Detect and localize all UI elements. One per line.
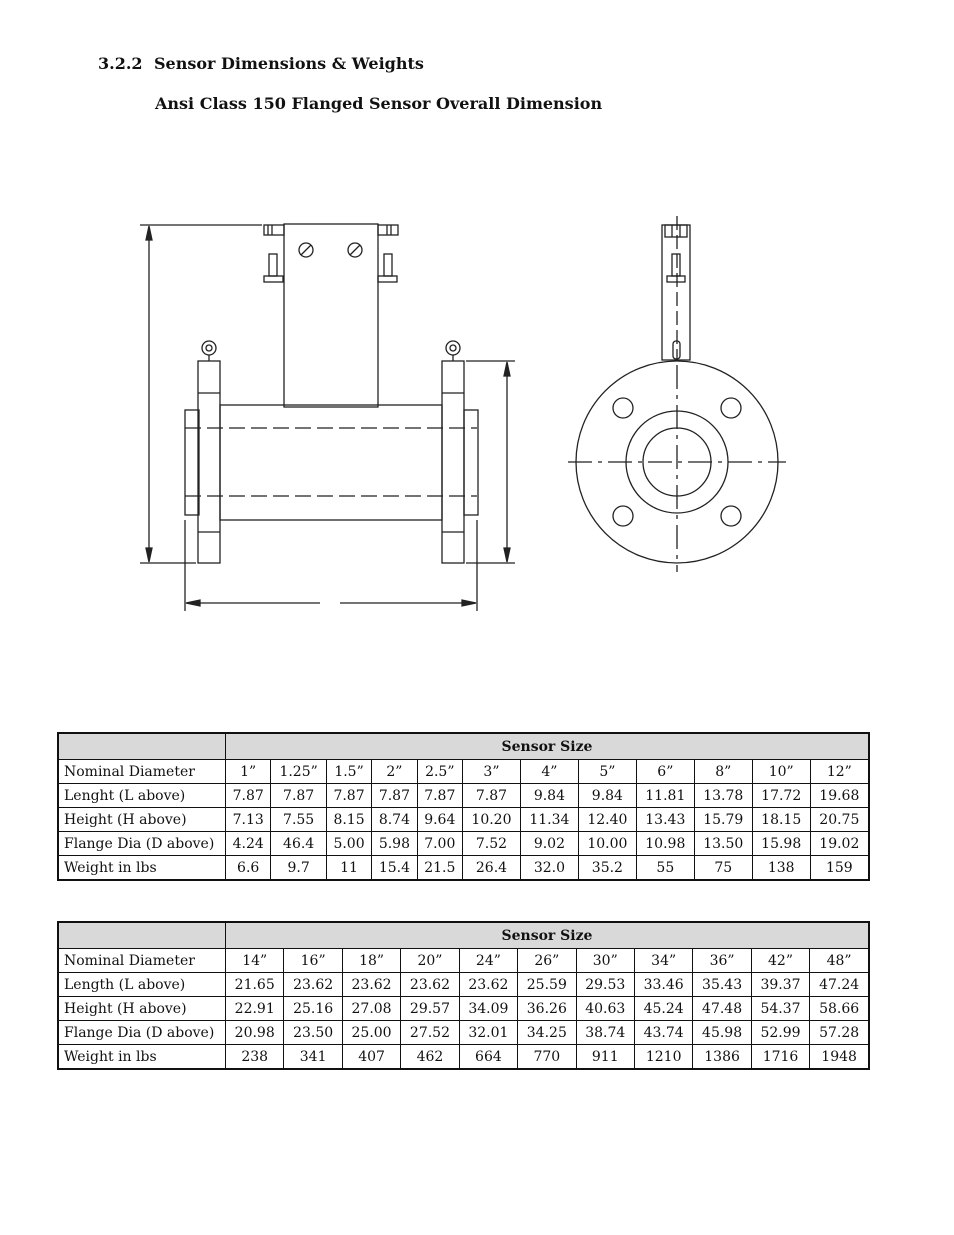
table-cell: 10.00: [578, 832, 636, 856]
table-cell: 48”: [810, 949, 869, 973]
table-cell: 8.74: [372, 808, 417, 832]
table-row: [58, 760, 869, 784]
table-cell: 20”: [401, 949, 459, 973]
row-label: Nominal Diameter: [58, 760, 226, 784]
table-cell: 18.15: [752, 808, 810, 832]
table-cell: 21.65: [226, 973, 284, 997]
table-cell: 1210: [634, 1045, 692, 1070]
table-corner: [58, 922, 226, 949]
table-cell: 13.50: [694, 832, 752, 856]
table-cell: 11.81: [636, 784, 694, 808]
table-cell: 7.87: [271, 784, 326, 808]
table-cell: 47.24: [810, 973, 869, 997]
table-cell: 23.62: [459, 973, 517, 997]
table-cell: 1716: [751, 1045, 809, 1070]
table-cell: 54.37: [751, 997, 809, 1021]
table-cell: 15.79: [694, 808, 752, 832]
section-heading: [98, 54, 424, 73]
table-cell: 30”: [576, 949, 634, 973]
table-cell: 42”: [751, 949, 809, 973]
table-cell: 2”: [372, 760, 417, 784]
table-cell: 238: [226, 1045, 284, 1070]
table-cell: 5.00: [326, 832, 371, 856]
table-cell: 6.6: [226, 856, 271, 881]
table-cell: 39.37: [751, 973, 809, 997]
table-cell: 20.98: [226, 1021, 284, 1045]
table-cell: 7.52: [462, 832, 520, 856]
table-cell: 22.91: [226, 997, 284, 1021]
row-label: Length (L above): [58, 973, 226, 997]
end-view: [568, 216, 786, 572]
table-row: [58, 784, 869, 808]
table-row: [58, 1021, 869, 1045]
table-cell: 25.00: [342, 1021, 400, 1045]
table-cell: 407: [342, 1045, 400, 1070]
table-cell: 18”: [342, 949, 400, 973]
table-cell: 17.72: [752, 784, 810, 808]
table-cell: 40.63: [576, 997, 634, 1021]
table-cell: 4.24: [226, 832, 271, 856]
table-cell: 8”: [694, 760, 752, 784]
row-label: Height (H above): [58, 808, 226, 832]
table-cell: 7.13: [226, 808, 271, 832]
section-number: 3.2.2: [98, 54, 143, 73]
table-cell: 27.08: [342, 997, 400, 1021]
table-cell: 58.66: [810, 997, 869, 1021]
dimension-table-2: [57, 921, 870, 1070]
table-cell: 23.62: [284, 973, 342, 997]
table-row: [58, 997, 869, 1021]
table-cell: 9.7: [271, 856, 326, 881]
table-cell: 55: [636, 856, 694, 881]
table-cell: 57.28: [810, 1021, 869, 1045]
table-cell: 32.01: [459, 1021, 517, 1045]
sensor-dimension-drawing: [0, 130, 954, 630]
table-cell: 770: [518, 1045, 576, 1070]
table-cell: 9.84: [520, 784, 578, 808]
drawing-title: Ansi Class 150 Flanged Sensor Overall Dimension: [155, 94, 603, 113]
table-cell: 29.57: [401, 997, 459, 1021]
table-cell: 7.00: [417, 832, 462, 856]
table-cell: 1”: [226, 760, 271, 784]
table-cell: 23.62: [342, 973, 400, 997]
table-cell: 9.64: [417, 808, 462, 832]
table-cell: 7.87: [462, 784, 520, 808]
table-cell: 664: [459, 1045, 517, 1070]
table-cell: 23.62: [401, 973, 459, 997]
table-cell: 16”: [284, 949, 342, 973]
sensor-size-header: Sensor Size: [226, 733, 870, 760]
row-label: Flange Dia (D above): [58, 832, 226, 856]
table-cell: 38.74: [576, 1021, 634, 1045]
table-cell: 47.48: [693, 997, 751, 1021]
table-cell: 911: [576, 1045, 634, 1070]
table-cell: 12”: [810, 760, 869, 784]
table-cell: 10.20: [462, 808, 520, 832]
table-cell: 29.53: [576, 973, 634, 997]
table-cell: 1386: [693, 1045, 751, 1070]
table-cell: 12.40: [578, 808, 636, 832]
row-label: Weight in lbs: [58, 856, 226, 881]
table-corner: [58, 733, 226, 760]
table-cell: 26.4: [462, 856, 520, 881]
table-cell: 32.0: [520, 856, 578, 881]
table-cell: 19.68: [810, 784, 869, 808]
table-cell: 159: [810, 856, 869, 881]
table-row: [58, 808, 869, 832]
table-cell: 9.84: [578, 784, 636, 808]
table-cell: 35.2: [578, 856, 636, 881]
table-cell: 7.87: [326, 784, 371, 808]
table-cell: 7.55: [271, 808, 326, 832]
row-label: Nominal Diameter: [58, 949, 226, 973]
table-cell: 27.52: [401, 1021, 459, 1045]
table-cell: 23.50: [284, 1021, 342, 1045]
table-cell: 462: [401, 1045, 459, 1070]
table-cell: 36.26: [518, 997, 576, 1021]
table-cell: 34”: [634, 949, 692, 973]
table-cell: 25.16: [284, 997, 342, 1021]
table-cell: 34.09: [459, 997, 517, 1021]
table-cell: 45.98: [693, 1021, 751, 1045]
table-cell: 43.74: [634, 1021, 692, 1045]
table-cell: 10.98: [636, 832, 694, 856]
table-cell: 5.98: [372, 832, 417, 856]
dimension-table-1: [57, 732, 870, 881]
table-cell: 5”: [578, 760, 636, 784]
table-cell: 52.99: [751, 1021, 809, 1045]
table-cell: 8.15: [326, 808, 371, 832]
table-cell: 1.25”: [271, 760, 326, 784]
table-cell: 2.5”: [417, 760, 462, 784]
table-cell: 34.25: [518, 1021, 576, 1045]
table-cell: 10”: [752, 760, 810, 784]
table-cell: 20.75: [810, 808, 869, 832]
table-cell: 6”: [636, 760, 694, 784]
table-cell: 46.4: [271, 832, 326, 856]
row-label: Lenght (L above): [58, 784, 226, 808]
table-cell: 7.87: [372, 784, 417, 808]
table-cell: 7.87: [226, 784, 271, 808]
table-cell: 9.02: [520, 832, 578, 856]
table-cell: 11: [326, 856, 371, 881]
row-label: Height (H above): [58, 997, 226, 1021]
table-cell: 75: [694, 856, 752, 881]
table-cell: 138: [752, 856, 810, 881]
table-row: [58, 1045, 869, 1070]
sensor-size-header: Sensor Size: [226, 922, 870, 949]
table-row: [58, 973, 869, 997]
table-cell: 341: [284, 1045, 342, 1070]
table-cell: 3”: [462, 760, 520, 784]
table-cell: 13.78: [694, 784, 752, 808]
table-cell: 35.43: [693, 973, 751, 997]
table-cell: 19.02: [810, 832, 869, 856]
table-cell: 11.34: [520, 808, 578, 832]
table-cell: 25.59: [518, 973, 576, 997]
table-cell: 13.43: [636, 808, 694, 832]
row-label: Flange Dia (D above): [58, 1021, 226, 1045]
side-view: [140, 224, 515, 611]
table-cell: 4”: [520, 760, 578, 784]
table-cell: 26”: [518, 949, 576, 973]
table-row: [58, 949, 869, 973]
table-cell: 1.5”: [326, 760, 371, 784]
table-row: [58, 832, 869, 856]
table-cell: 15.4: [372, 856, 417, 881]
section-title: Sensor Dimensions & Weights: [154, 54, 424, 73]
table-row: [58, 856, 869, 881]
table-cell: 45.24: [634, 997, 692, 1021]
table-cell: 15.98: [752, 832, 810, 856]
table-cell: 33.46: [634, 973, 692, 997]
table-cell: 24”: [459, 949, 517, 973]
row-label: Weight in lbs: [58, 1045, 226, 1070]
table-cell: 36”: [693, 949, 751, 973]
table-cell: 7.87: [417, 784, 462, 808]
table-cell: 14”: [226, 949, 284, 973]
table-cell: 1948: [810, 1045, 869, 1070]
table-cell: 21.5: [417, 856, 462, 881]
